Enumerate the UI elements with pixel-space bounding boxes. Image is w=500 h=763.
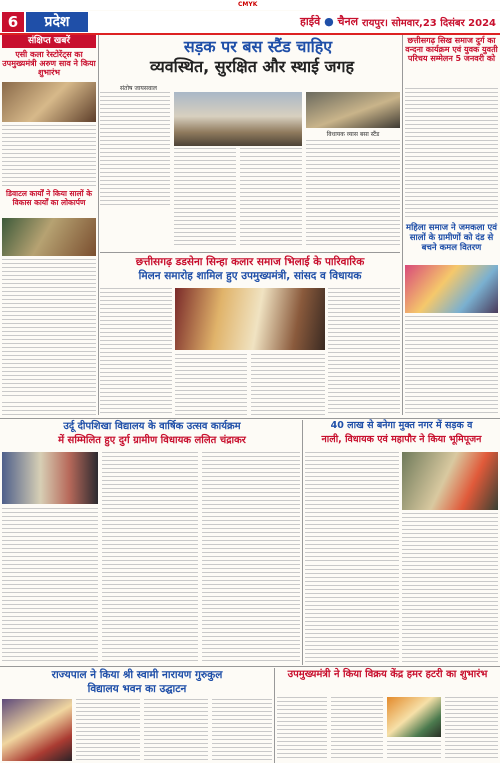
brief-photo-1 (2, 82, 96, 122)
brief-headline-2: डिवाटल कार्यों ने किया सालों के विकास कार्यों का लोकार्पण (6, 189, 92, 207)
column-rule-bottom (274, 668, 275, 763)
bottom-left-text-col2 (144, 699, 208, 761)
section-label: प्रदेश (26, 12, 88, 32)
drain-text-col2 (402, 513, 498, 663)
masthead (300, 14, 358, 29)
drain-text-col1 (305, 452, 399, 562)
page-header (0, 11, 500, 35)
middle-headline-line2: मिलन समारोह शामिल हुए उपमुख्यमंत्री, सांसद व विधायक (138, 270, 362, 282)
lead-text-col4 (306, 140, 400, 248)
right-mid-headline: महिला समाज ने जमकला एवं सालों के ग्रामीणों को दंड से बचने कमल वितरण (406, 223, 497, 253)
middle-text-col2 (175, 354, 247, 416)
bottom-right-text-col3 (387, 741, 441, 761)
rule-bottom (0, 666, 500, 667)
brief-photo-2 (2, 218, 96, 256)
right-top-headline: छत्तीसगढ़ सिख समाज दुर्ग का वन्दना कार्यक्रम एवं युवक युवती परिचय सम्मेलन 5 जनवरी को (405, 36, 498, 64)
bottom-right-text-col4 (445, 697, 498, 761)
drain-text-col3 (305, 565, 399, 663)
middle-headline-line1: छत्तीसगढ़ डडसेना सिन्हा कलार समाज भिलाई के पारिवारिक (135, 256, 365, 268)
school-text-col3 (202, 452, 300, 663)
school-headline-line1: उर्दू दीपशिखा विद्यालय के वार्षिक उत्सव कार्यक्रम (63, 421, 241, 432)
school-text-col2 (102, 452, 198, 663)
brief-text-2 (2, 259, 96, 399)
rule-mid (100, 252, 400, 253)
right-mid-text (405, 316, 498, 416)
lead-text-col1 (100, 92, 170, 207)
bottom-left-text-col1 (76, 699, 140, 761)
lead-photo-caption: विधायक व्यास बसा स्टैंड (326, 131, 380, 138)
lead-headline-line1: सड़क पर बस स्टैंड चाहिए (183, 37, 333, 56)
lead-headline-line2: व्यवस्थित, सुरक्षित और स्थाई जगह (150, 57, 354, 76)
drain-headline-line2: नाली, विधायक एवं महापौर ने किया भूमिपूजन (321, 434, 482, 445)
right-top-text (405, 88, 498, 220)
middle-photo (175, 288, 325, 350)
middle-text-col1 (100, 288, 172, 416)
school-headline-line2: में सम्मिलित हुए दुर्ग ग्रामीण विधायक ललित चंद्राकर (58, 435, 246, 446)
drain-headline-line1: 40 लाख से बनेगा मुक्त नगर में सड़क व (330, 420, 473, 431)
cmyk-mark: CMYK (238, 1, 258, 8)
bottom-left-text-col3 (212, 699, 272, 761)
brief-text-1 (2, 125, 96, 187)
lead-photo (174, 92, 302, 146)
rule-school (0, 418, 500, 419)
lead-text-col3 (240, 148, 302, 248)
brief-headline-1: एसी कला रेस्टोरेंट्स का उपमुख्यमंत्री अरुण साव ने किया शुभारंभ (2, 50, 96, 78)
drain-photo (402, 452, 498, 510)
masthead-dot: ● (324, 15, 334, 28)
left-lower-text (2, 402, 96, 416)
middle-text-col3 (251, 354, 325, 416)
column-rule-right (402, 35, 403, 415)
top-strip (0, 0, 500, 10)
school-photo (2, 452, 98, 504)
bottom-left-headline-line2: विद्यालय भवन का उद्घाटन (87, 683, 187, 695)
briefs-label: संक्षिप्त खबरें (2, 35, 96, 48)
bottom-left-headline-line1: राज्यपाल ने किया श्री स्वामी नारायण गुरुकुल (51, 669, 223, 681)
masthead-left: हाईवे (300, 15, 321, 28)
bottom-right-text-col1 (277, 697, 327, 761)
lead-photo-small (306, 92, 400, 128)
column-rule-school (302, 420, 303, 665)
bottom-right-photo (387, 697, 441, 737)
column-rule-left (98, 35, 99, 415)
bottom-right-text-col2 (331, 697, 383, 761)
masthead-right: चैनल (337, 15, 359, 28)
dateline: रायपुर। सोमवार,23 दिसंबर 2024 (361, 18, 496, 29)
school-text-col1 (2, 508, 98, 663)
middle-text-col4 (328, 288, 400, 416)
lead-byline: संतोष जायसवाल (120, 85, 157, 92)
lead-text-col2 (174, 148, 236, 248)
right-mid-photo (405, 265, 498, 313)
bottom-right-headline: उपमुख्यमंत्री ने किया विक्रय केंद्र हमर हटरी का शुभारंभ (287, 669, 488, 680)
bottom-left-photo (2, 699, 72, 761)
page-number: 6 (2, 12, 24, 32)
